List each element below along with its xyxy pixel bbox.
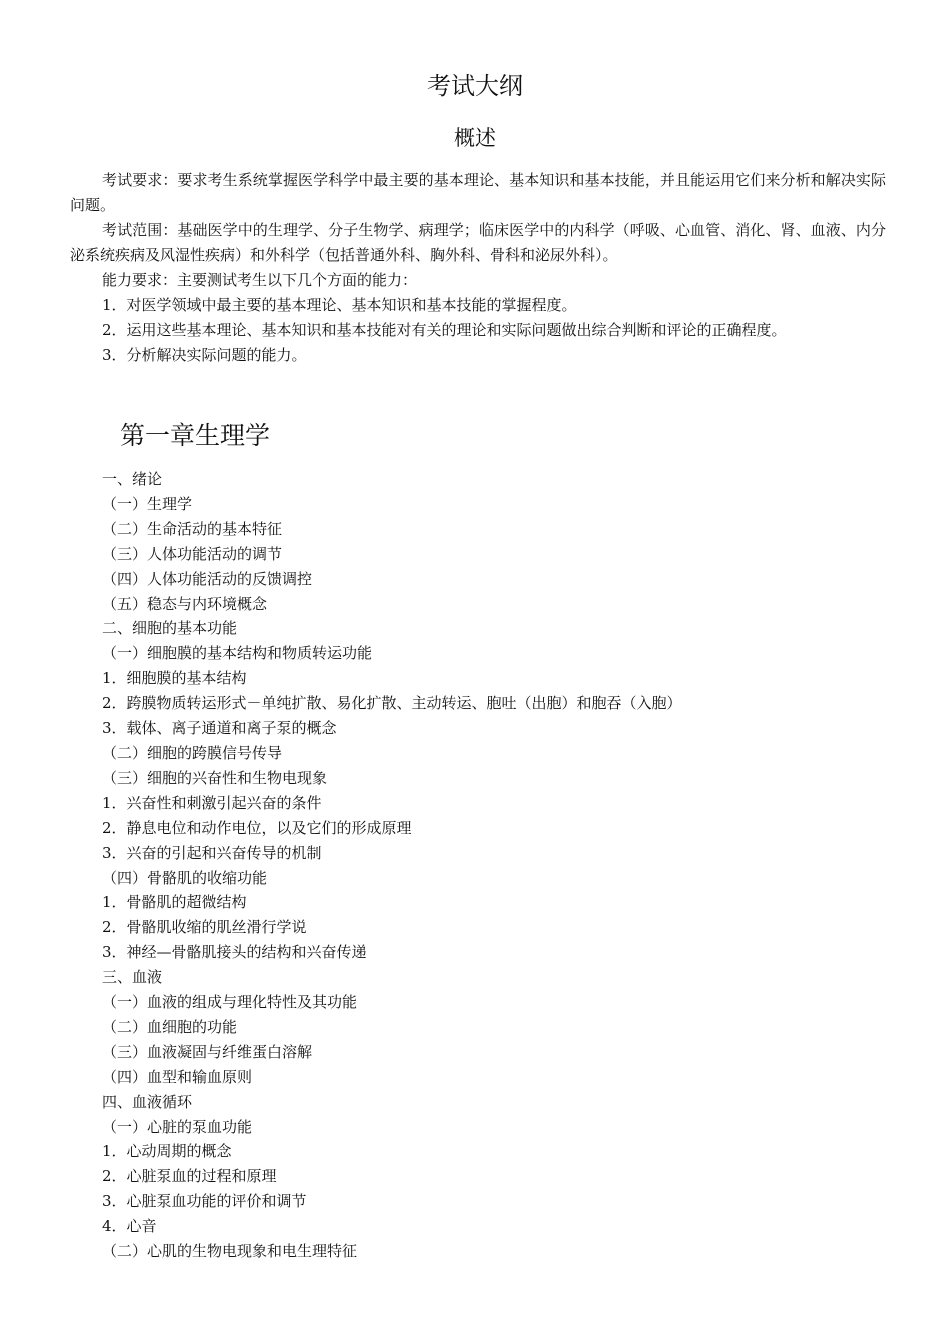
outline-item: 1．骨骼肌的超微结构 — [102, 893, 247, 912]
outline-item: （二）细胞的跨膜信号传导 — [102, 743, 283, 762]
outline-item: （一）血液的组成与理化特性及其功能 — [102, 993, 358, 1012]
outline-item: 3．神经—骨骼肌接头的结构和兴奋传递 — [102, 943, 367, 962]
outline-item: 4．心音 — [102, 1217, 157, 1236]
outline-item: 1．细胞膜的基本结构 — [102, 669, 247, 688]
ability-item: 2．运用这些基本理论、基本知识和基本技能对有关的理论和实际问题做出综合判断和评论的正确程度。 — [102, 321, 787, 339]
outline-item: 三、血液 — [102, 968, 163, 987]
outline-item: （四）血型和输血原则 — [102, 1067, 253, 1086]
outline-item: （三）血液凝固与纤维蛋白溶解 — [102, 1042, 313, 1061]
outline-item: （二）生命活动的基本特征 — [102, 519, 283, 538]
outline-item: 1．心动周期的概念 — [102, 1142, 232, 1161]
chapter-title: 第一章生理学 — [120, 421, 271, 450]
outline-item: （二）心肌的生物电现象和电生理特征 — [102, 1242, 358, 1261]
outline-item: （二）血细胞的功能 — [102, 1017, 238, 1036]
chapter-outline — [102, 467, 882, 1264]
outline-item: 2．跨膜物质转运形式－单纯扩散、易化扩散、主动转运、胞吐（出胞）和胞吞（入胞） — [102, 694, 682, 713]
outline-item: （三）细胞的兴奋性和生物电现象 — [102, 768, 328, 787]
ability-intro-paragraph: 能力要求：主要测试考生以下几个方面的能力： — [102, 271, 418, 289]
section-title: 概述 — [454, 126, 496, 150]
outline-item: 2．静息电位和动作电位，以及它们的形成原理 — [102, 818, 412, 837]
outline-item: 二、细胞的基本功能 — [102, 619, 238, 638]
outline-item: （一）心脏的泵血功能 — [102, 1117, 253, 1136]
outline-item: （四）人体功能活动的反馈调控 — [102, 569, 313, 588]
exam-requirements-paragraph: 考试要求：要求考生系统掌握医学科学中最主要的基本理论、基本知识和基本技能，并且能运用它们来分析和解决实际问题。 — [70, 171, 886, 214]
outline-item: 2．骨骼肌收缩的肌丝滑行学说 — [102, 918, 307, 937]
overview-section — [70, 168, 886, 368]
exam-scope-paragraph: 考试范围：基础医学中的生理学、分子生物学、病理学；临床医学中的内科学（呼吸、心血管、消化、肾、血液、内分泌系统疾病及风湿性疾病）和外科学（包括普通外科、胸外科、骨科和泌尿外科）。 — [70, 221, 886, 264]
outline-item: （四）骨骼肌的收缩功能 — [102, 868, 268, 887]
outline-item: （五）稳态与内环境概念 — [102, 594, 268, 613]
outline-item: 2．心脏泵血的过程和原理 — [102, 1167, 277, 1186]
outline-item: 四、血液循环 — [102, 1092, 193, 1111]
outline-item: 3．心脏泵血功能的评价和调节 — [102, 1192, 307, 1211]
outline-item: （一）生理学 — [102, 494, 193, 513]
ability-item: 3．分析解决实际问题的能力。 — [102, 346, 307, 364]
ability-item: 1．对医学领域中最主要的基本理论、基本知识和基本技能的掌握程度。 — [102, 296, 577, 314]
outline-item: （三）人体功能活动的调节 — [102, 544, 283, 563]
outline-item: （一）细胞膜的基本结构和物质转运功能 — [102, 644, 373, 663]
outline-item: 1．兴奋性和刺激引起兴奋的条件 — [102, 793, 322, 812]
outline-item: 3．兴奋的引起和兴奋传导的机制 — [102, 843, 322, 862]
outline-item: 一、绪论 — [102, 470, 163, 488]
outline-item: 3．载体、离子通道和离子泵的概念 — [102, 719, 337, 738]
page-title: 考试大纲 — [427, 72, 523, 100]
